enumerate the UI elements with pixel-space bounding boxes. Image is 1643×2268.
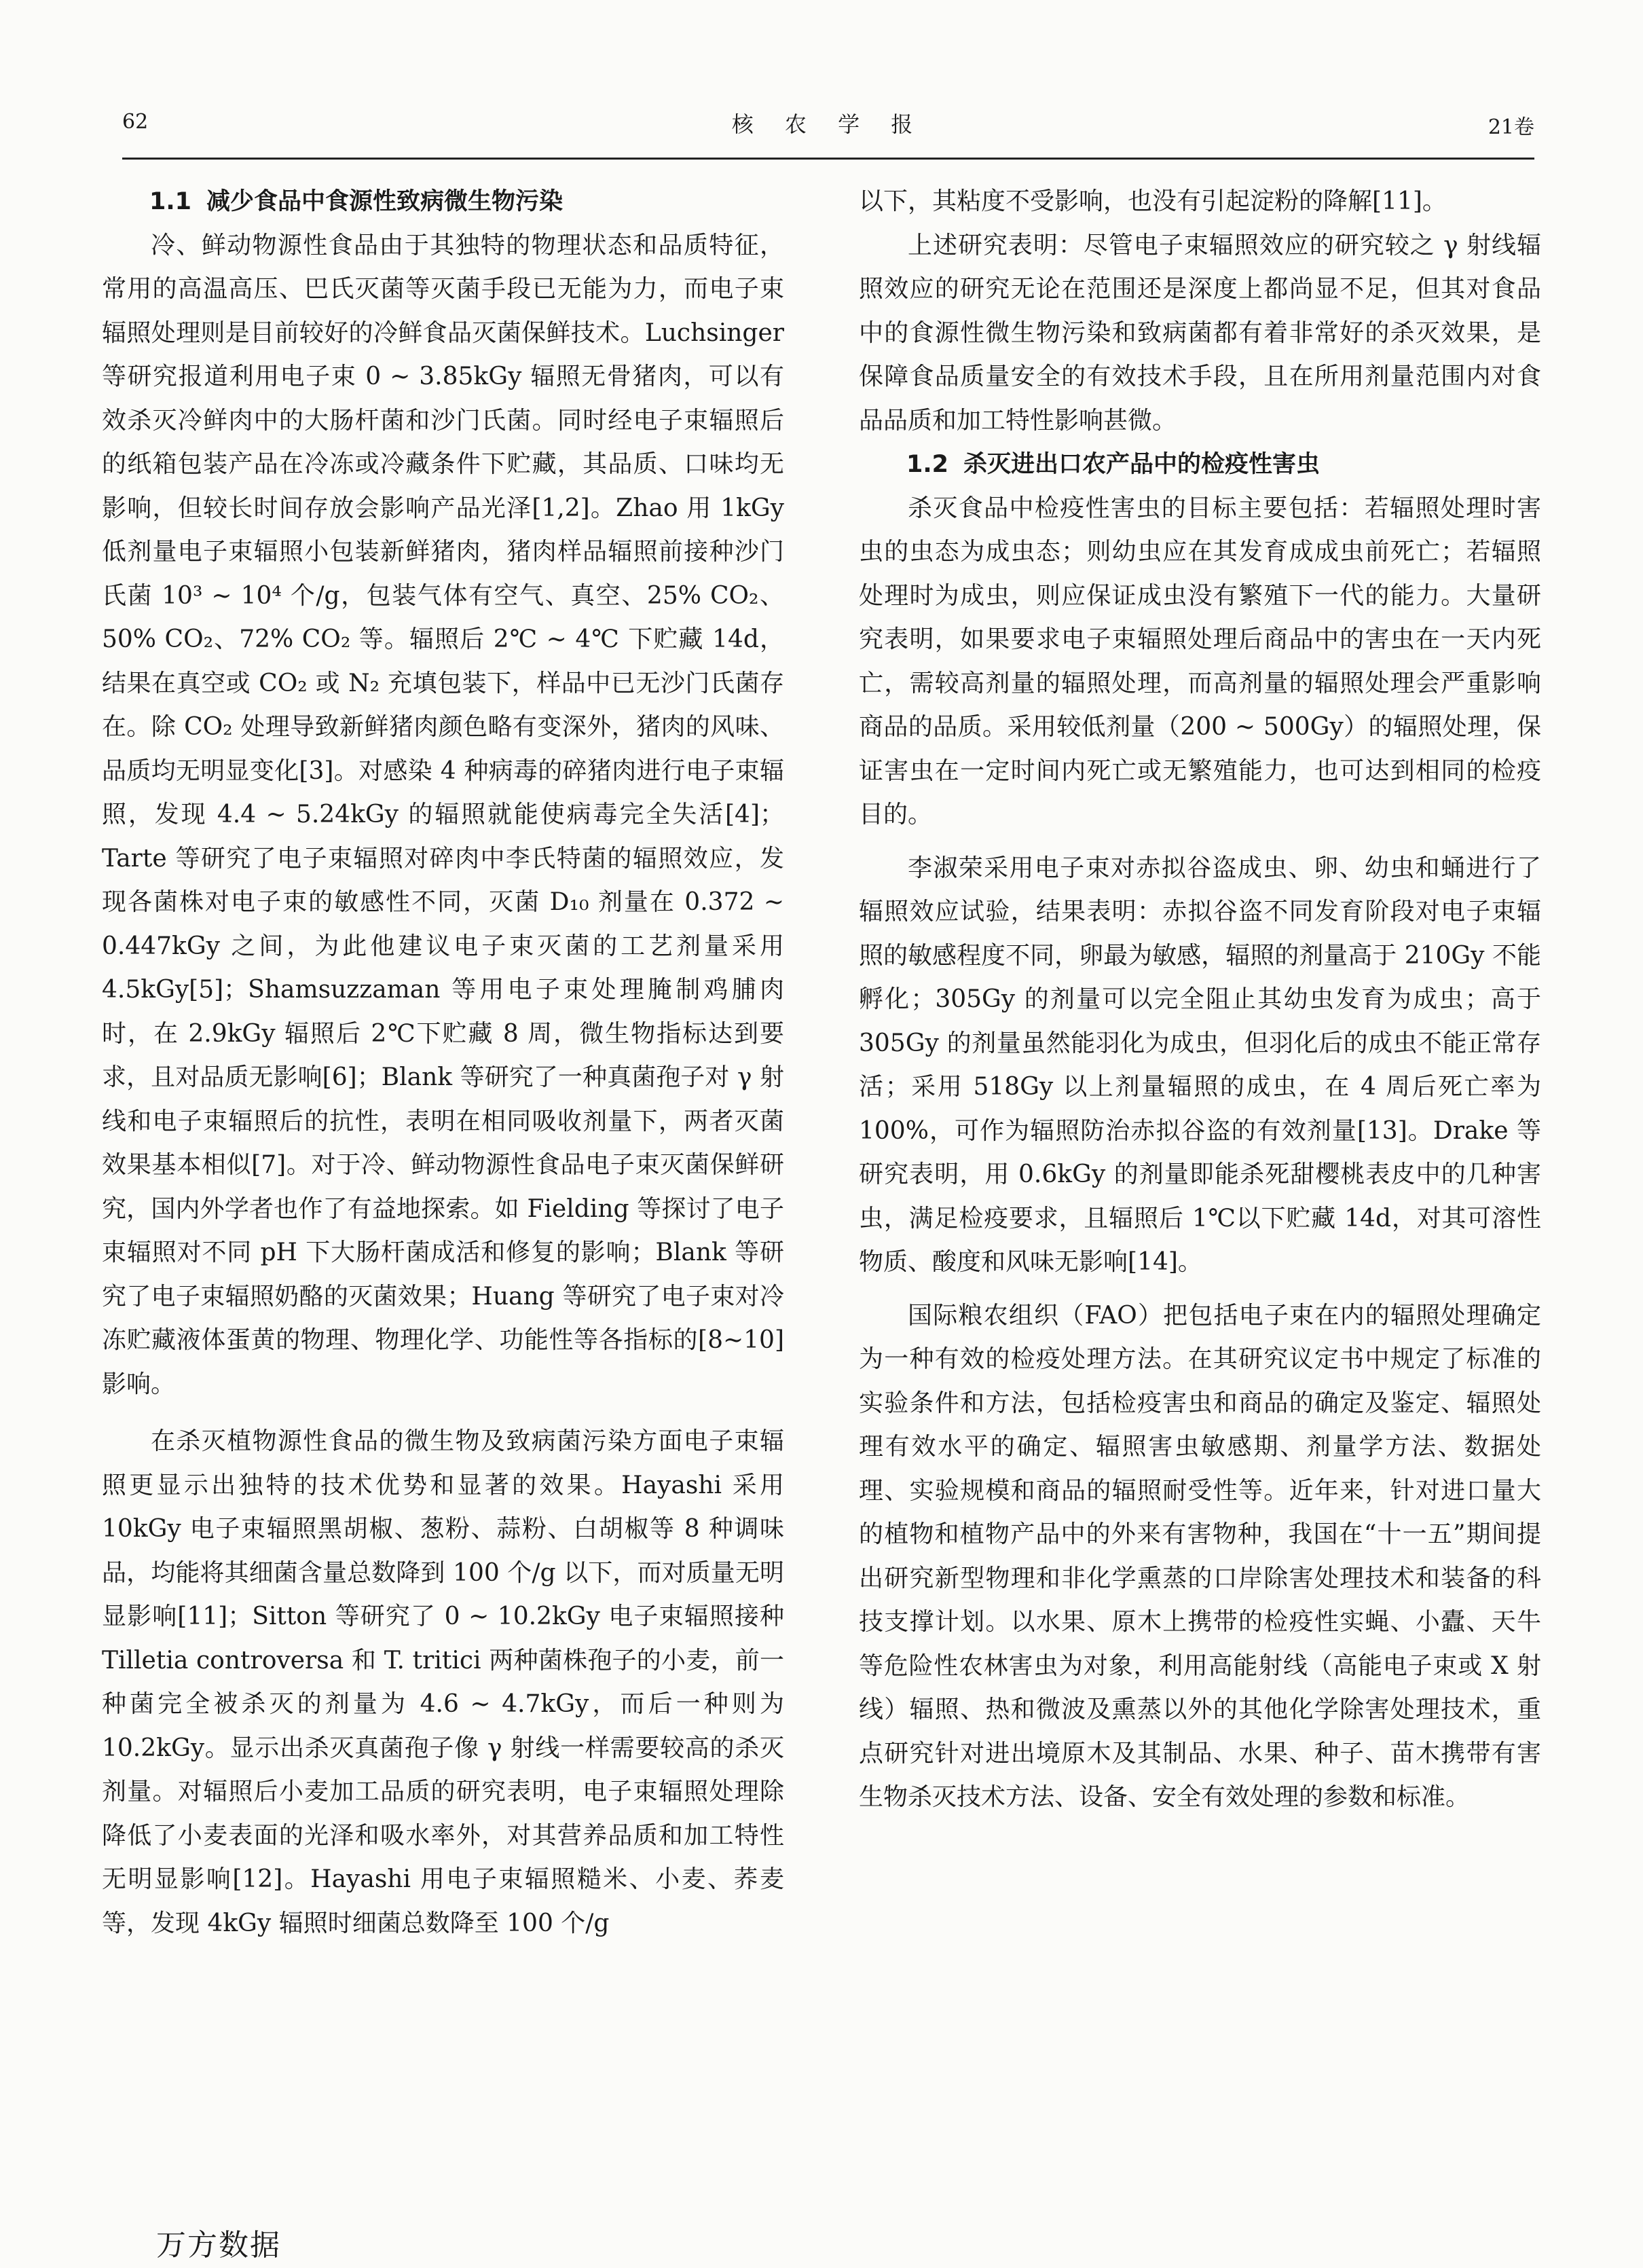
paragraph: 国际粮农组织（FAO）把包括电子束在内的辐照处理确定为一种有效的检疫处理方法。在其研究议定书中规定了标准的实验条件和方法，包括检疫害虫和商品的确定及鉴定、辐照处理有效水平的确定、辐照害虫敏感期、剂量学方法、数据处理、实验规模和商品的辐照耐受性等。近年来，针对进口量大的植物和植物产品中的外来有害物种，我国在“十一五”期间提出研究新型物理和非化学熏蒸的口岸除害处理技术和装备的科技支撑计划。以水果、原木上携带的检疫性实蝇、小蠹、天牛等危险性农林害虫为对象，利用高能射线（高能电子束或 X 射线）辐照、热和微波及熏蒸以外的其他化学除害处理技术，重点研究针对进出境原木及其制品、水果、种子、苗木携带有害生物杀灭技术方法、设备、安全有效处理的参数和标准。	[859, 1301, 1541, 1811]
section-heading-1-1	[102, 180, 784, 224]
paragraph-continued: 以下，其粘度不受影响，也没有引起淀粉的降解[11]。	[859, 187, 1447, 215]
paragraph: 杀灭食品中检疫性害虫的目标主要包括：若辐照处理时害虫的虫态为成虫态；则幼虫应在其发育成成虫前死亡；若辐照处理时为成虫，则应保证成虫没有繁殖下一代的能力。大量研究表明，如果要求电子束辐照处理后商品中的害虫在一天内死亡，需较高剂量的辐照处理，而高剂量的辐照处理会严重影响商品的品质。采用较低剂量（200 ~ 500Gy）的辐照处理，保证害虫在一定时间内死亡或无繁殖能力，也可达到相同的检疫目的。	[859, 494, 1541, 828]
right-column	[859, 180, 1541, 1820]
paragraph: 上述研究表明：尽管电子束辐照效应的研究较之 γ 射线辐照效应的研究无论在范围还是深度上都尚显不足，但其对食品中的食源性微生物污染和致病菌都有着非常好的杀灭效果，是保障食品质量安全的有效技术手段，且在所用剂量范围内对食品品质和加工特性影响甚微。	[859, 231, 1541, 435]
footer-watermark: 万方数据	[156, 2228, 281, 2263]
section-number: 1.2	[906, 451, 949, 478]
page-number: 62	[122, 110, 149, 134]
left-column	[102, 180, 784, 1945]
section-title: 杀灭进出口农产品中的检疫性害虫	[963, 451, 1321, 478]
journal-title: 核 农 学 报	[731, 111, 925, 137]
volume-label: 21卷	[1488, 115, 1534, 139]
header-rule	[122, 158, 1534, 160]
section-heading-1-2	[859, 443, 1541, 487]
paragraph: 冷、鲜动物源性食品由于其独特的物理状态和品质特征，常用的高温高压、巴氏灭菌等灭菌手段已无能为力，而电子束辐照处理则是目前较好的冷鲜食品灭菌保鲜技术。Luchsinger 等研究报道利用电子束 0 ~ 3.85kGy 辐照无骨猪肉，可以有效杀灭冷鲜肉中的大肠杆菌和沙门氏菌。同时经电子束辐照后的纸箱包装产品在冷冻或冷藏条件下贮藏，其品质、口味均无影响，但较长时间存放会影响产品光泽[1,2]。Zhao 用 1kGy 低剂量电子束辐照小包装新鲜猪肉，猪肉样品辐照前接种沙门氏菌 10³ ~ 10⁴ 个/g，包装气体有空气、真空、25% CO₂、50% CO₂、72% CO₂ 等。辐照后 2℃ ~ 4℃ 下贮藏 14d，结果在真空或 CO₂ 或 N₂ 充填包装下，样品中已无沙门氏菌存在。除 CO₂ 处理导致新鲜猪肉颜色略有变深外，猪肉的风味、品质均无明显变化[3]。对感染 4 种病毒的碎猪肉进行电子束辐照，发现 4.4 ~ 5.24kGy 的辐照就能使病毒完全失活[4]；Tarte 等研究了电子束辐照对碎肉中李氏特菌的辐照效应，发现各菌株对电子束的敏感性不同，灭菌 D₁₀ 剂量在 0.372 ~ 0.447kGy 之间，为此他建议电子束灭菌的工艺剂量采用 4.5kGy[5]；Shamsuzzaman 等用电子束处理腌制鸡脯肉时，在 2.9kGy 辐照后 2℃下贮藏 8 周，微生物指标达到要求，且对品质无影响[6]；Blank 等研究了一种真菌孢子对 γ 射线和电子束辐照后的抗性，表明在相同吸收剂量下，两者灭菌效果基本相似[7]。对于冷、鲜动物源性食品电子束灭菌保鲜研究，国内外学者也作了有益地探索。如 Fielding 等探讨了电子束辐照对不同 pH 下大肠杆菌成活和修复的影响；Blank 等研究了电子束辐照奶酪的灭菌效果；Huang 等研究了电子束对冷冻贮藏液体蛋黄的物理、物理化学、功能性等各指标的[8~10]影响。	[102, 231, 784, 1398]
paragraph: 李淑荣采用电子束对赤拟谷盗成虫、卵、幼虫和蛹进行了辐照效应试验，结果表明：赤拟谷盗不同发育阶段对电子束辐照的敏感程度不同，卵最为敏感，辐照的剂量高于 210Gy 不能孵化；305Gy 的剂量可以完全阻止其幼虫发育为成虫；高于 305Gy 的剂量虽然能羽化为成虫，但羽化后的成虫不能正常存活；采用 518Gy 以上剂量辐照的成虫，在 4 周后死亡率为 100%，可作为辐照防治赤拟谷盗的有效剂量[13]。Drake 等研究表明，用 0.6kGy 的剂量即能杀死甜樱桃表皮中的几种害虫，满足检疫要求，且辐照后 1℃以下贮藏 14d，对其可溶性物质、酸度和风味无影响[14]。	[859, 854, 1541, 1276]
paragraph: 在杀灭植物源性食品的微生物及致病菌污染方面电子束辐照更显示出独特的技术优势和显著的效果。Hayashi 采用 10kGy 电子束辐照黑胡椒、葱粉、蒜粉、白胡椒等 8 种调味品，均能将其细菌含量总数降到 100 个/g 以下，而对质量无明显影响[11]；Sitton 等研究了 0 ~ 10.2kGy 电子束辐照接种 Tilletia controversa 和 T. tritici 两种菌株孢子的小麦，前一种菌完全被杀灭的剂量为 4.6 ~ 4.7kGy，而后一种则为 10.2kGy。显示出杀灭真菌孢子像 γ 射线一样需要较高的杀灭剂量。对辐照后小麦加工品质的研究表明，电子束辐照处理除降低了小麦表面的光泽和吸水率外，对其营养品质和加工特性无明显影响[12]。Hayashi 用电子束辐照糙米、小麦、荞麦等，发现 4kGy 辐照时细菌总数降至 100 个/g	[102, 1427, 784, 1937]
section-number: 1.1	[149, 188, 192, 215]
page-header	[122, 102, 1534, 143]
section-title: 减少食品中食源性致病微生物污染	[206, 188, 564, 215]
